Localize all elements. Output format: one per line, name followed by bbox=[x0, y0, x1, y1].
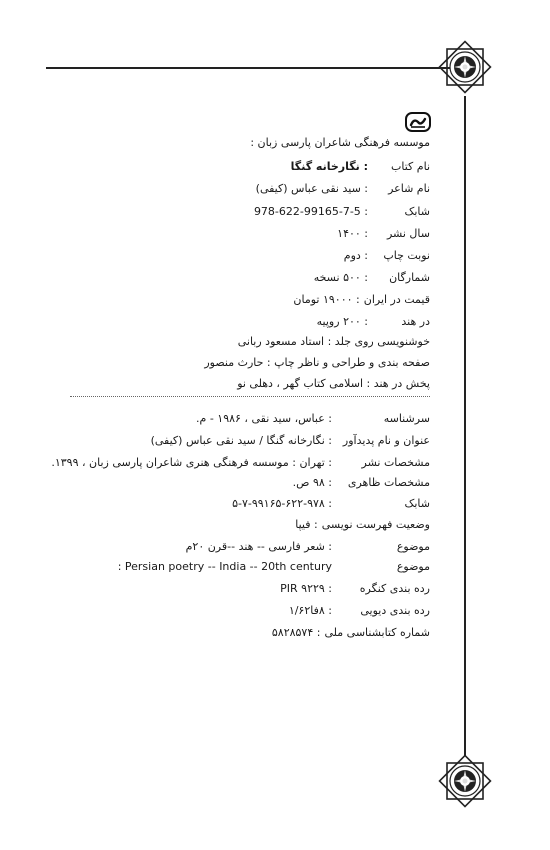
catalog-row bbox=[272, 626, 430, 640]
catalog-label: شابک bbox=[404, 497, 430, 510]
catalog-value: : ۵۸۲۸۵۷۴ bbox=[271, 626, 321, 639]
credit-line: خوشنویسی روی جلد : استاد مسعود ربانی bbox=[237, 335, 430, 348]
catalog-label: شماره کتابشناسی ملی bbox=[324, 626, 430, 639]
detail-row bbox=[314, 271, 430, 285]
detail-value: : 978-622-99165-7-5 bbox=[253, 205, 368, 218]
detail-label: نام شاعر bbox=[388, 182, 430, 195]
catalog-label: وضعیت فهرست نویسی bbox=[321, 518, 430, 531]
rosette-ornament-icon bbox=[436, 752, 494, 810]
detail-label: نام کتاب bbox=[391, 160, 430, 173]
detail-value: : ۱۴۰۰ bbox=[337, 227, 368, 240]
detail-row bbox=[337, 227, 430, 241]
detail-row bbox=[317, 315, 430, 329]
catalog-value: : شعر فارسی -- هند --قرن ۲۰م bbox=[185, 540, 332, 553]
detail-label: سال نشر bbox=[386, 227, 430, 240]
dotted-divider bbox=[70, 396, 430, 397]
catalog-row bbox=[186, 540, 430, 554]
catalog-label: عنوان و نام پدیدآور bbox=[342, 434, 430, 447]
detail-row bbox=[256, 182, 430, 196]
publisher-institute: موسسه فرهنگی شاعران پارسی زبان : bbox=[250, 136, 430, 149]
catalog-label: مشخصات نشر bbox=[361, 456, 430, 469]
detail-value: : ۱۹۰۰۰ تومان bbox=[293, 293, 360, 306]
catalog-value: : ۵-۷-۹۹۱۶۵-۶۲۲-۹۷۸ bbox=[232, 497, 332, 510]
frame-side-rule bbox=[464, 96, 466, 756]
detail-row bbox=[293, 293, 430, 307]
credit-line: صفحه بندی و طراحی و ناظر چاپ : حارث منصور bbox=[204, 356, 430, 369]
catalog-value: : عباس، سید نقی ، ۱۹۸۶ - م. bbox=[196, 412, 332, 425]
credit-line: پخش در هند : اسلامی کتاب گهر ، دهلی نو bbox=[237, 377, 430, 390]
catalog-row bbox=[151, 434, 430, 448]
frame-top-rule bbox=[46, 67, 466, 69]
catalog-row bbox=[51, 456, 430, 470]
rosette-ornament-icon bbox=[436, 38, 494, 96]
catalog-row bbox=[118, 560, 430, 574]
catalog-row bbox=[293, 476, 430, 490]
catalog-value: : فیپا bbox=[295, 518, 318, 531]
catalog-row bbox=[196, 412, 430, 426]
detail-value: : ۵۰۰ نسخه bbox=[313, 271, 368, 284]
catalog-label: رده بندی کنگره bbox=[359, 582, 430, 595]
catalog-value: : PIR ۹۲۲۹ bbox=[280, 582, 332, 595]
detail-row bbox=[254, 205, 430, 219]
detail-row bbox=[344, 249, 430, 263]
detail-label: قیمت در ایران bbox=[363, 293, 430, 306]
catalog-value: : ۹۸ ص. bbox=[292, 476, 332, 489]
catalog-label: مشخصات ظاهری bbox=[347, 476, 430, 489]
catalog-row bbox=[295, 518, 430, 532]
detail-value: : دوم bbox=[343, 249, 368, 262]
detail-label: نوبت چاپ bbox=[383, 249, 430, 262]
catalog-label: رده بندی دیویی bbox=[360, 604, 430, 617]
catalog-value: : نگارخانه گنگا / سید نقی عباس (کیفی) bbox=[150, 434, 332, 447]
detail-label: در هند bbox=[401, 315, 430, 328]
catalog-value: : ۸فا۱/۶۲ bbox=[288, 604, 332, 617]
catalog-label: موضوع bbox=[396, 560, 430, 573]
detail-label: شمارگان bbox=[389, 271, 430, 284]
detail-label: شابک bbox=[404, 205, 430, 218]
book-title: : نگارخانه گنگا bbox=[290, 160, 368, 173]
catalog-value: : Persian poetry -- India -- 20th century bbox=[117, 560, 332, 573]
catalog-label: سرشناسه bbox=[383, 412, 430, 425]
catalog-label: موضوع bbox=[396, 540, 430, 553]
catalog-row bbox=[232, 497, 430, 511]
detail-value: : ۲۰۰ روپیه bbox=[316, 315, 368, 328]
catalog-row bbox=[280, 582, 430, 596]
publisher-logo-icon bbox=[405, 112, 431, 132]
detail-row bbox=[291, 160, 430, 174]
catalog-value: : تهران : موسسه فرهنگی هنری شاعران پارسی زبان ، ۱۳۹۹. bbox=[51, 456, 332, 469]
catalog-row bbox=[289, 604, 430, 618]
detail-value: : سید نقی عباس (کیفی) bbox=[255, 182, 368, 195]
